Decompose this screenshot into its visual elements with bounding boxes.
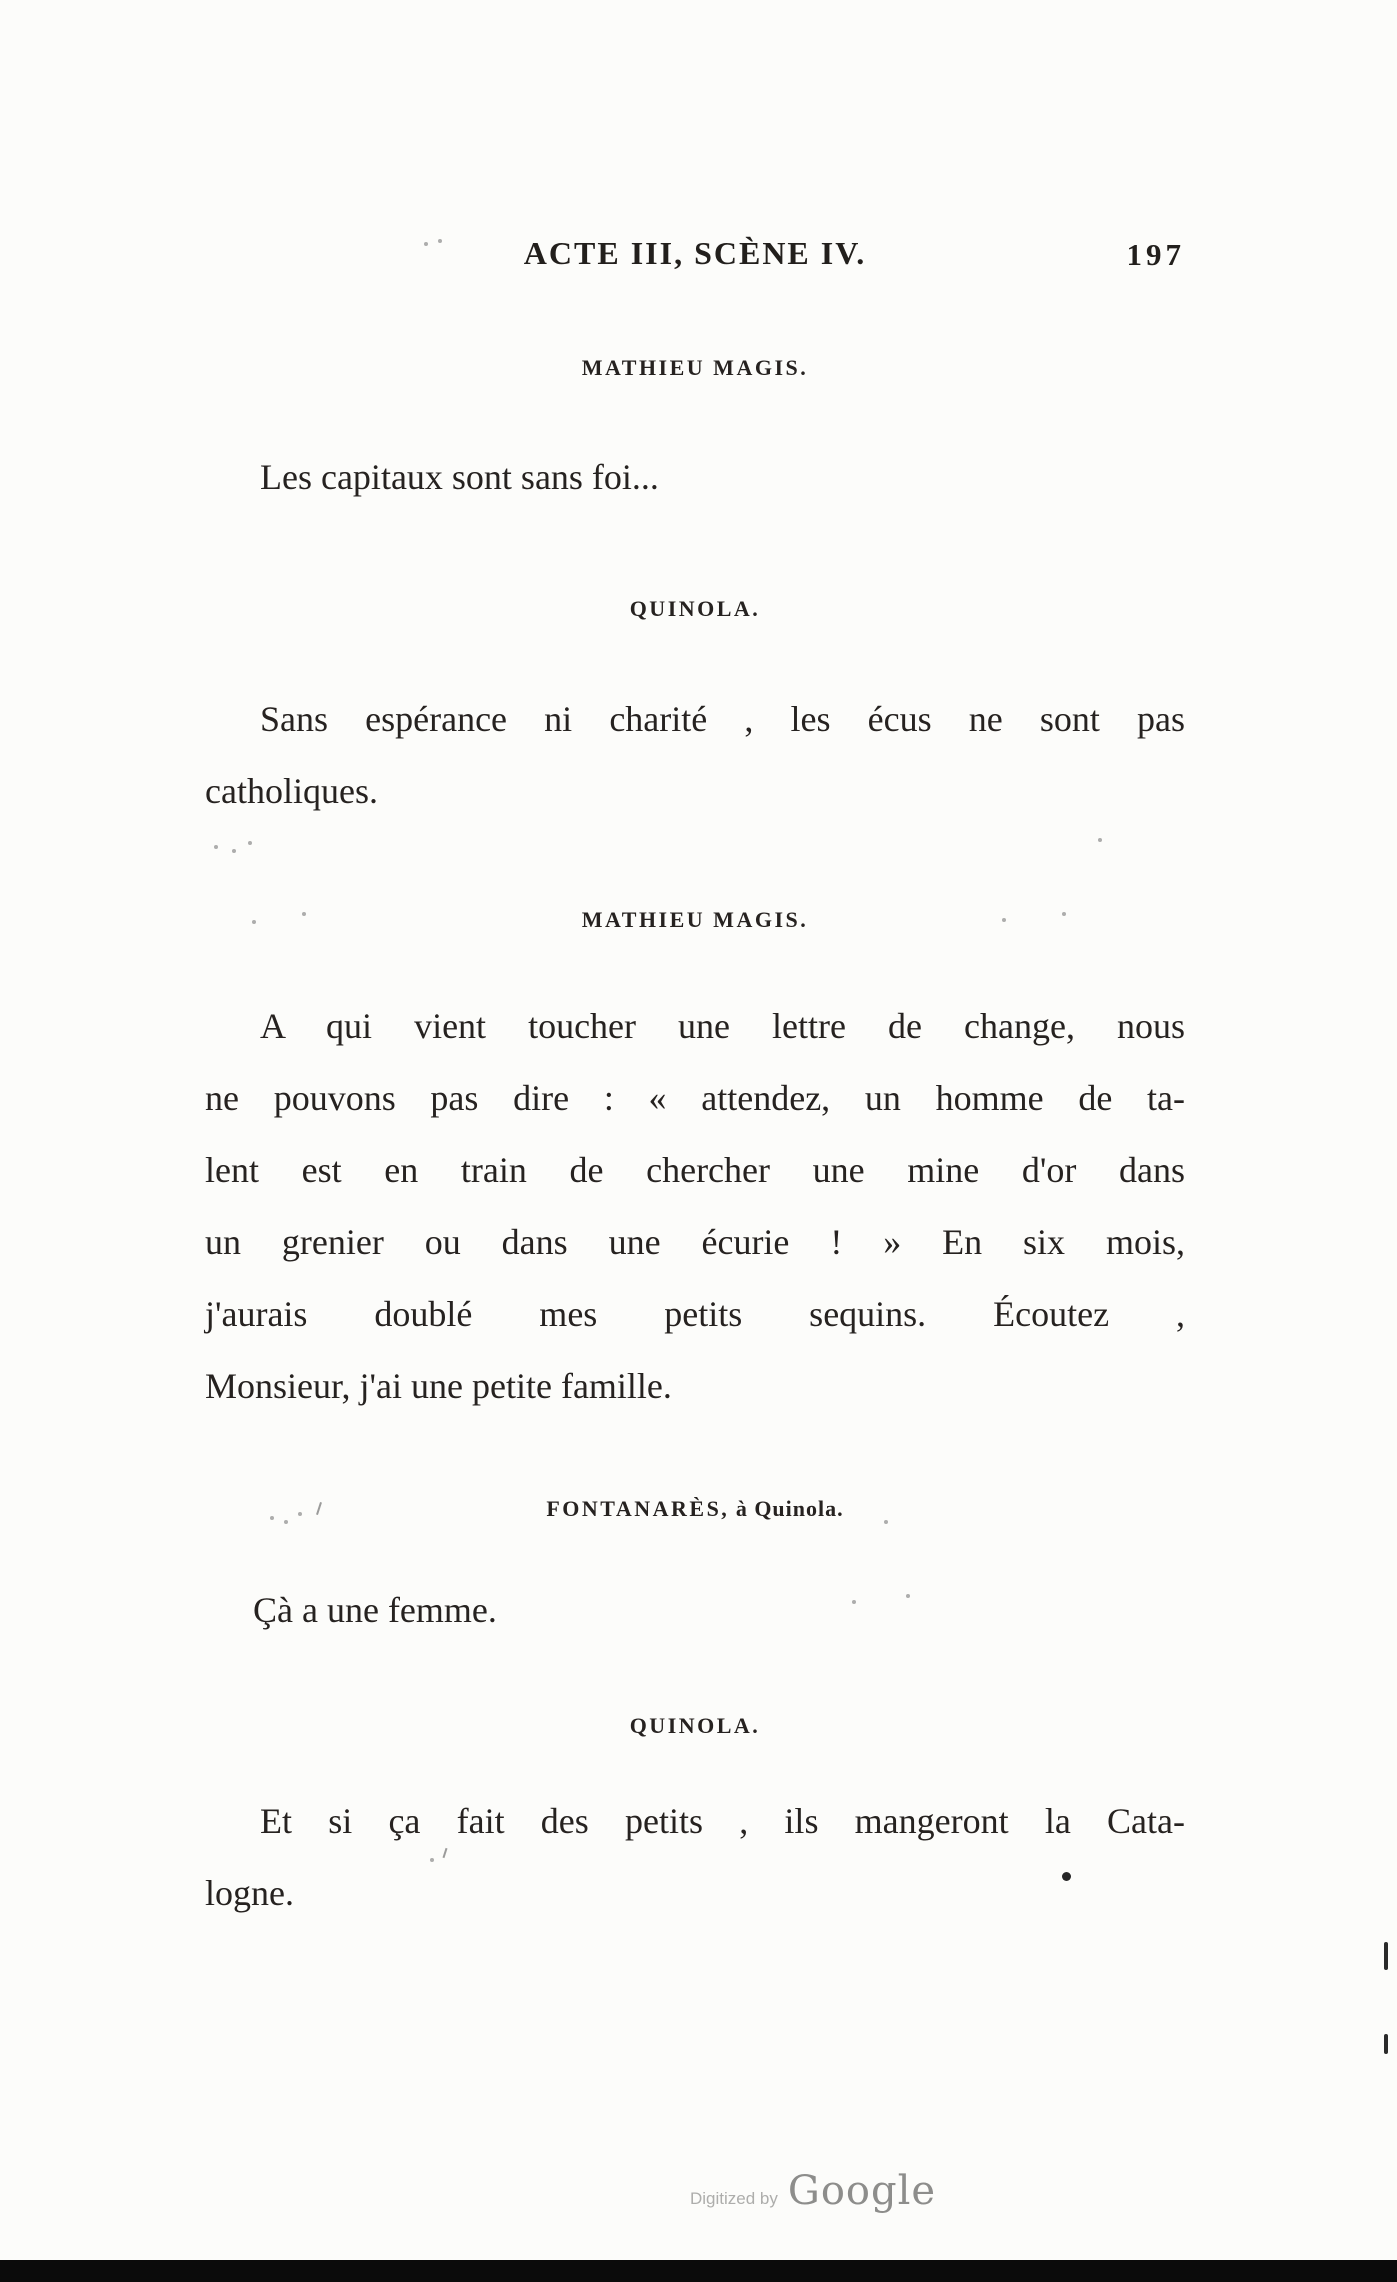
scan-speck xyxy=(284,1520,288,1524)
scan-tick xyxy=(1384,2034,1388,2054)
speaker-heading-fontanares xyxy=(205,1496,1185,1522)
dialogue-line: Sans espérance ni charité , les écus ne sont pas xyxy=(260,699,1185,739)
digitized-by-label: Digitized by xyxy=(690,2189,778,2208)
scan-speck xyxy=(430,1858,434,1862)
page-number: 197 xyxy=(1126,237,1185,272)
scan-speck xyxy=(906,1594,910,1598)
dialogue-line: Çà a une femme. xyxy=(253,1590,497,1630)
dialogue-line: lent est en train de chercher une mine d'or dans xyxy=(205,1150,1185,1190)
dialogue-paragraph-3 xyxy=(205,990,1185,1422)
scan-speck xyxy=(884,1520,888,1524)
scan-speck xyxy=(852,1600,856,1604)
speaker-heading-quinola-1: QUINOLA. xyxy=(629,596,761,621)
speaker-name: FONTANARÈS, xyxy=(546,1496,730,1521)
dialogue-line: A qui vient toucher une lettre de change, nous xyxy=(260,1006,1185,1046)
speaker-heading-quinola-2: QUINOLA. xyxy=(629,1713,761,1738)
dialogue-line: catholiques. xyxy=(205,771,378,811)
dialogue-paragraph-1 xyxy=(205,441,1185,513)
page-content xyxy=(205,0,1185,2282)
dialogue-line: un grenier ou dans une écurie ! » En six mois, xyxy=(205,1222,1185,1262)
speaker-heading-mathieu-magis-2: MATHIEU MAGIS. xyxy=(581,907,809,932)
scan-speck xyxy=(214,845,218,849)
dialogue-paragraph-5 xyxy=(205,1785,1185,1929)
scan-speck xyxy=(1062,912,1066,916)
speaker-heading-mathieu-magis-1: MATHIEU MAGIS. xyxy=(581,355,809,380)
ink-dot xyxy=(1062,1872,1071,1881)
dialogue-line: Les capitaux sont sans foi... xyxy=(260,457,659,497)
scan-speck xyxy=(302,912,306,916)
dialogue-line: Et si ça fait des petits , ils mangeront la Cata- xyxy=(260,1801,1185,1841)
stage-direction: à Quinola. xyxy=(729,1496,844,1521)
scan-speck xyxy=(298,1512,302,1516)
dialogue-line: ne pouvons pas dire : « attendez, un homme de ta- xyxy=(205,1078,1185,1118)
dialogue-line: j'aurais doublé mes petits sequins. Écoutez , xyxy=(205,1294,1185,1334)
scan-speck xyxy=(424,242,428,246)
dialogue-paragraph-4 xyxy=(205,1574,1185,1646)
scan-speck xyxy=(270,1516,274,1520)
scan-speck xyxy=(1002,918,1006,922)
scan-speck xyxy=(1098,838,1102,842)
scan-speck xyxy=(438,239,442,243)
scan-speck xyxy=(248,841,252,845)
running-header-title: ACTE III, SCÈNE IV. xyxy=(523,235,867,271)
digitization-watermark xyxy=(690,2168,936,2214)
scan-speck xyxy=(252,920,256,924)
scan-edge-bar xyxy=(0,2260,1397,2282)
dialogue-line: Monsieur, j'ai une petite famille. xyxy=(205,1366,672,1406)
google-logo: Google xyxy=(787,2168,937,2214)
scan-speck xyxy=(232,849,236,853)
scan-tick xyxy=(1384,1942,1388,1970)
dialogue-paragraph-2 xyxy=(205,683,1185,827)
dialogue-line: logne. xyxy=(205,1873,294,1913)
